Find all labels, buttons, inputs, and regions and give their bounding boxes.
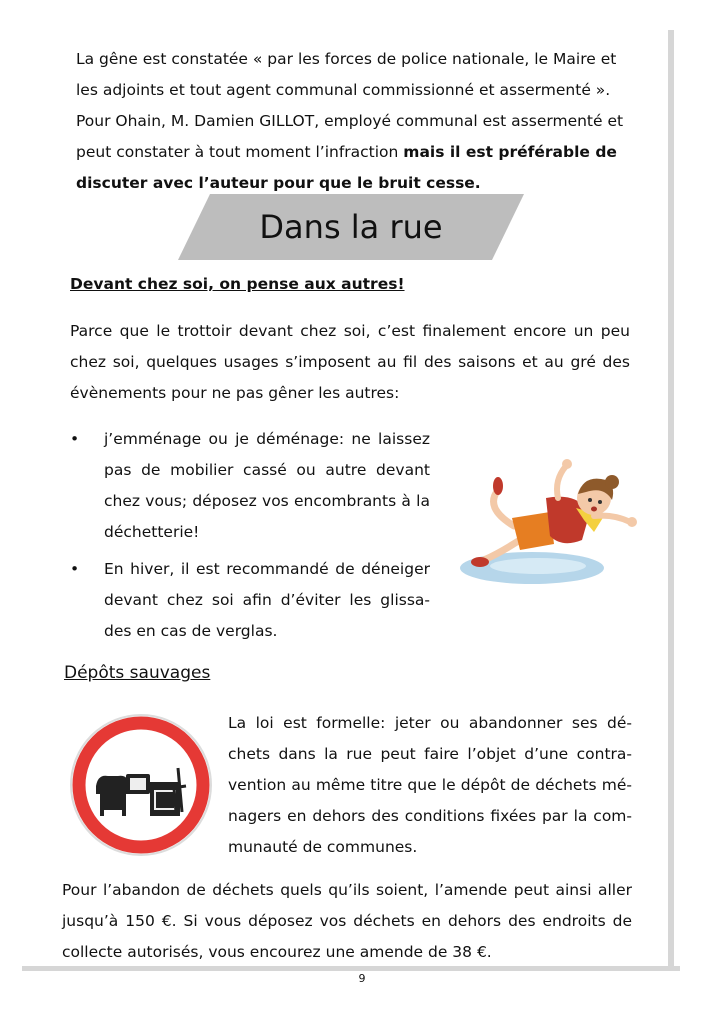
intro-paragraph xyxy=(76,44,636,199)
section-heading-dumping: Dépôts sauvages xyxy=(64,663,211,683)
bullet-marker: • xyxy=(70,560,80,578)
list-item xyxy=(70,424,430,548)
bullet-list xyxy=(70,424,430,653)
page-border-right xyxy=(668,30,674,970)
section-banner xyxy=(178,194,524,260)
bullet-marker: • xyxy=(70,430,80,448)
intro-text-1: La gêne est constatée « par les forces de police nationale, le Maire et les adjoints et tout agent communal commissionné et assermenté ». xyxy=(76,50,617,99)
intro-bold-text: mais il est préférable de discuter avec l’auteur pour que le bruit cesse. xyxy=(76,143,617,192)
street-paragraph: Parce que le trottoir devant chez soi, c’est finalement encore un peu chez soi, quelques usages s’imposent au fil des saisons et au gré des évènements pour ne pas gêner les autres: xyxy=(70,322,630,402)
slipping-woman-illustration xyxy=(454,456,640,586)
dumping-paragraph: La loi est formelle: jeter ou abandonner ses dé-chets dans la rue peut faire l’objet d’une contra-vention au même titre que le dépôt de déchets mé-nagers en dehors des conditions fixées par la com-munauté de communes. xyxy=(228,714,632,856)
bullet-text: En hiver, il est recommandé de déneiger devant chez soi afin d’éviter les glissa-des en cas de verglas. xyxy=(104,560,430,640)
no-dumping-sign-icon xyxy=(68,712,214,858)
list-item xyxy=(70,554,430,647)
intro-text-2: Pour Ohain, M. Damien GILLOT, employé communal est assermenté et peut constater à tout moment l’infraction xyxy=(76,112,624,161)
section-heading-street: Devant chez soi, on pense aux autres! xyxy=(70,275,405,293)
bullet-text: j’emménage ou je déménage: ne laissez pas de mobilier cassé ou autre devant chez vous; déposez vos encombrants à la déchetterie! xyxy=(104,430,430,541)
banner-title: Dans la rue xyxy=(259,208,443,246)
page-number: 9 xyxy=(358,972,366,985)
fine-paragraph: Pour l’abandon de déchets quels qu’ils soient, l’amende peut ainsi aller jusqu’à 150 €. Si vous déposez vos déchets en dehors des endroits de collecte autorisés, vous encourez une amende de 38 €. xyxy=(62,881,632,961)
